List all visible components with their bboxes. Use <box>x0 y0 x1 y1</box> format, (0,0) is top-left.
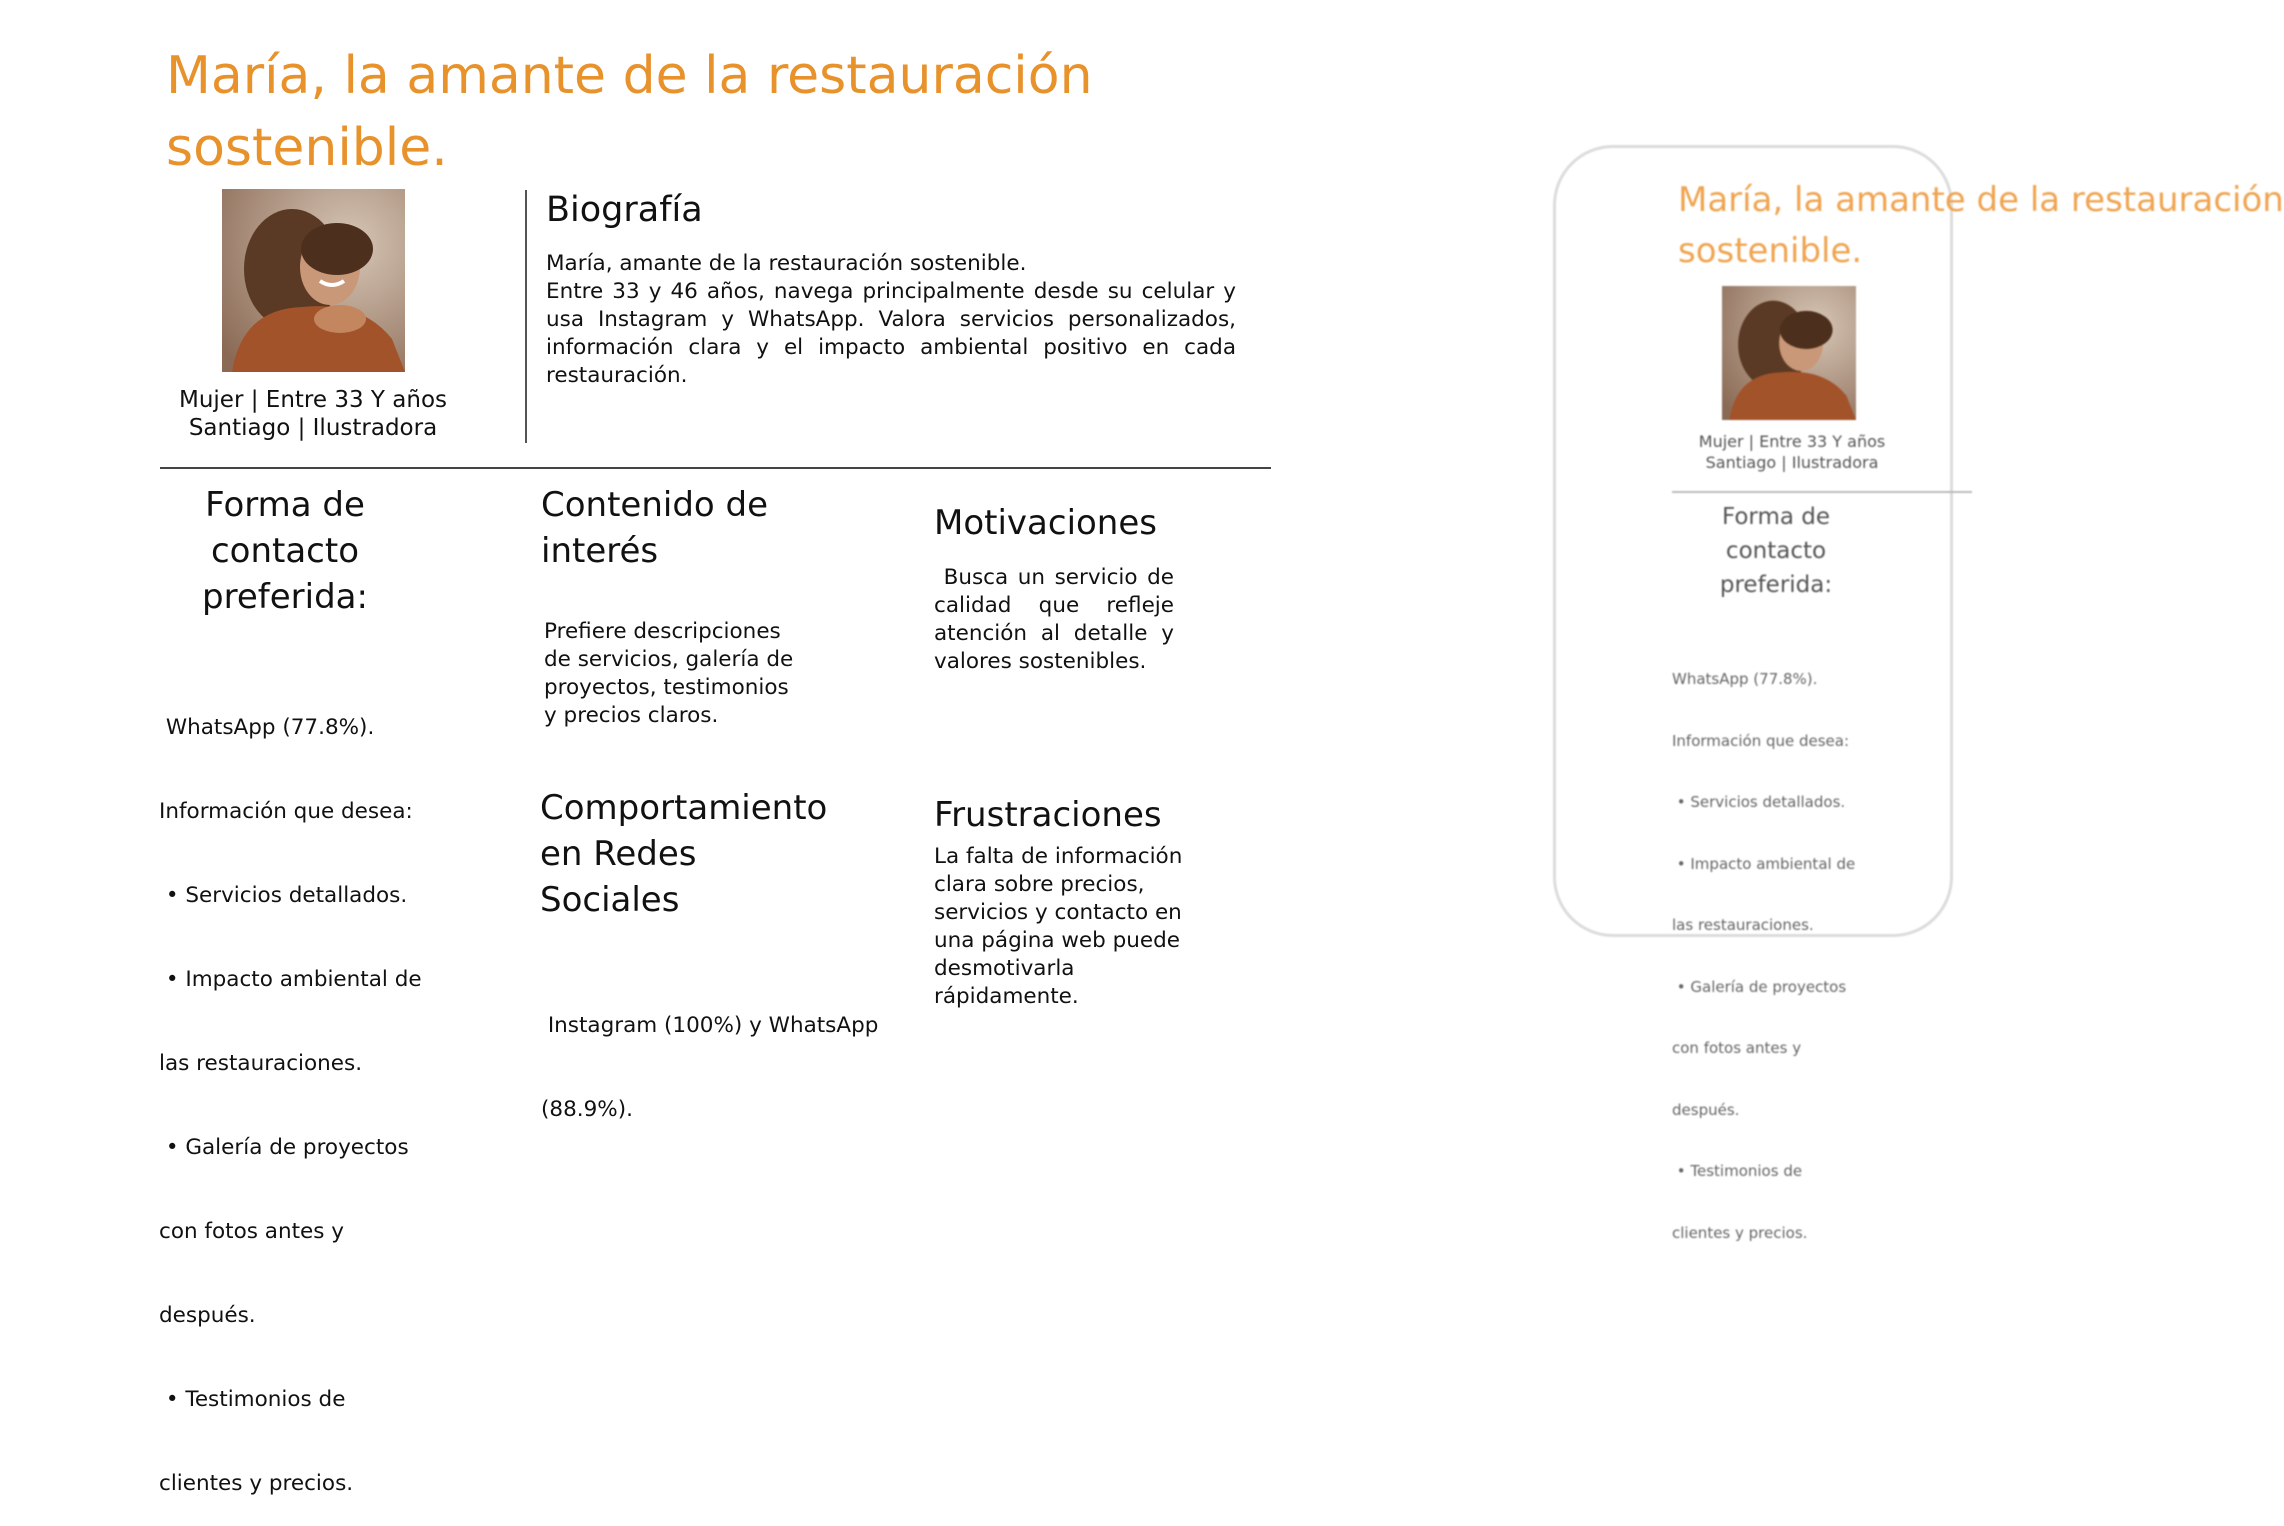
preview-line: • Testimonios de <box>1672 1162 1803 1180</box>
preview-line: • Impacto ambiental de <box>1672 854 1856 873</box>
biography-line-1: María, amante de la restauración sostenible. <box>546 251 1027 276</box>
preview-line: • Servicios detallados. <box>1672 793 1846 811</box>
social-text <box>541 956 881 1152</box>
preview-avatar-photo <box>1722 286 1856 420</box>
preview-heading-line: preferida: <box>1719 572 1833 598</box>
horizontal-divider <box>160 467 1271 469</box>
social-heading <box>540 785 827 923</box>
social-heading-line: Comportamiento <box>540 788 828 828</box>
preview-avatar <box>1722 286 1856 420</box>
frustrations-line: La falta de información <box>934 844 1183 869</box>
motivations-heading: Motivaciones <box>934 503 1157 543</box>
preview-line: con fotos antes y <box>1672 1039 1802 1057</box>
preview-contact-text <box>1672 628 1892 1284</box>
preview-heading-line: Forma de <box>1721 504 1831 530</box>
interest-heading-line: Contenido de <box>541 485 769 525</box>
contact-line: después. <box>159 1303 256 1328</box>
social-heading-line: Sociales <box>540 880 680 920</box>
interest-line: Prefiere descripciones <box>544 619 781 644</box>
frustrations-line: desmotivarla <box>934 956 1075 981</box>
contact-heading-line: contacto <box>210 531 360 571</box>
interest-line: y precios claros. <box>544 703 719 728</box>
social-line: Instagram (100%) y WhatsApp <box>541 1013 879 1038</box>
frustrations-text <box>934 843 1194 1011</box>
contact-heading <box>190 482 380 620</box>
frustrations-line: rápidamente. <box>934 984 1079 1009</box>
preview-line: después. <box>1672 1100 1740 1119</box>
interest-heading-line: interés <box>541 531 659 571</box>
preview-title-line: María, la amante de la restauración <box>1678 180 2284 220</box>
preview-demo-line: Santiago | Ilustradora <box>1705 453 1879 472</box>
contact-line: con fotos antes y <box>159 1219 344 1244</box>
contact-line: WhatsApp (77.8%). <box>159 715 375 740</box>
preview-heading-line: contacto <box>1725 538 1827 564</box>
demographics-line-2: Santiago | Ilustradora <box>188 415 438 441</box>
contact-text <box>159 658 449 1526</box>
page-title <box>166 40 1166 184</box>
frustrations-line: servicios y contacto en <box>934 900 1182 925</box>
interest-text <box>544 618 834 730</box>
preview-line: clientes y precios. <box>1672 1223 1808 1242</box>
title-line-2: sostenible. <box>166 118 448 178</box>
biography-text <box>546 250 1236 390</box>
contact-line: • Impacto ambiental de <box>159 967 422 992</box>
preview-card <box>1553 145 2284 1242</box>
profile-demographics <box>160 386 466 442</box>
interest-line: proyectos, testimonios <box>544 675 789 700</box>
preview-demographics <box>1676 431 1908 473</box>
frustrations-line: clara sobre precios, <box>934 872 1145 897</box>
vertical-divider <box>525 190 527 443</box>
contact-line: • Galería de proyectos <box>159 1135 409 1160</box>
interest-line: de servicios, galería de <box>544 647 794 672</box>
title-line-1: María, la amante de la restauración <box>166 46 1093 106</box>
preview-line: WhatsApp (77.8%). <box>1672 670 1818 688</box>
preview-line: las restauraciones. <box>1672 916 1814 934</box>
frustrations-heading: Frustraciones <box>934 795 1162 835</box>
contact-heading-line: Forma de <box>205 485 365 525</box>
demographics-line-1: Mujer | Entre 33 Y años <box>179 387 447 413</box>
contact-heading-line: preferida: <box>202 577 368 617</box>
biography-heading: Biografía <box>546 190 703 230</box>
contact-line: • Testimonios de <box>159 1387 346 1412</box>
preview-divider <box>1672 491 1972 493</box>
motivations-text: Busca un servicio de calidad que refleje atención al detalle y valores sostenibles. <box>934 565 1181 674</box>
preview-line: • Galería de proyectos <box>1672 977 1847 996</box>
contact-line: Información que desea: <box>159 799 413 824</box>
social-heading-line: en Redes <box>540 834 697 874</box>
biography-paragraph: Entre 33 y 46 años, navega principalmente desde su celular y usa Instagram y WhatsApp. Valora servicios personalizados, información clara y el impacto ambiental positivo en cada restauración. <box>546 279 1236 388</box>
frustrations-line: una página web puede <box>934 928 1181 953</box>
preview-line: Información que desea: <box>1672 731 1850 750</box>
social-line: (88.9%). <box>541 1097 633 1122</box>
preview-title <box>1678 175 2284 277</box>
avatar-photo <box>222 189 405 372</box>
avatar <box>222 189 405 372</box>
preview-demo-line: Mujer | Entre 33 Y años <box>1698 432 1886 451</box>
preview-contact-heading <box>1676 500 1876 602</box>
interest-heading <box>541 482 768 574</box>
preview-title-line: sostenible. <box>1678 231 1863 271</box>
contact-line: las restauraciones. <box>159 1051 363 1076</box>
contact-line: • Servicios detallados. <box>159 883 408 908</box>
contact-line: clientes y precios. <box>159 1471 354 1496</box>
